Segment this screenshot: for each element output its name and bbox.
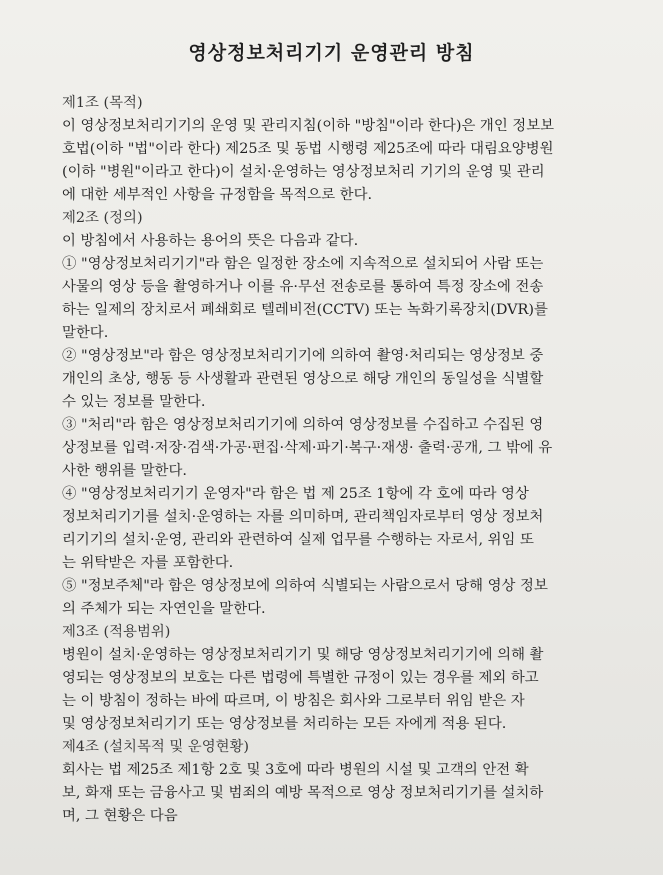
- text-line: 는 이 방침이 정하는 바에 따르며, 이 방침은 회사와 그로부터 위임 받은 자: [62, 693, 525, 709]
- text-line: 상정보를 입력·저장·검색·가공·편집·삭제·파기·복구·재생· 출력·공개, 그 밖에 유: [62, 440, 553, 456]
- text-line: ⑤ "정보주체"라 함은 영상정보에 의하여 식별되는 사람으로서 당해 영상 정보: [62, 578, 548, 594]
- text-line: 며, 그 현황은 다음: [62, 808, 178, 824]
- text-line: 및 영상정보처리기기 또는 영상정보를 처리하는 모든 자에게 적용 된다.: [62, 716, 507, 732]
- text-line: 의 주체가 되는 자연인을 말한다.: [62, 601, 266, 617]
- text-line: 이 방침에서 사용하는 용어의 뜻은 다음과 같다.: [62, 233, 359, 249]
- text-line: ④ "영상정보처리기기 운영자"라 함은 법 제 25조 1항에 각 호에 따라 영상: [62, 486, 529, 502]
- text-line: 말한다.: [62, 325, 109, 341]
- text-line: ③ "처리"라 함은 영상정보처리기기에 의하여 영상정보를 수집하고 수집된 영: [62, 417, 544, 433]
- text-line: 리기기의 설치·운영, 관리와 관련하여 실제 업무를 수행하는 자로서, 위임 또: [62, 532, 534, 548]
- page-title: 영상정보처리기기 운영관리 방침: [188, 42, 475, 64]
- text-line: 에 대한 세부적인 사항을 규정함을 목적으로 한다.: [62, 187, 373, 203]
- text-line: 사한 행위를 말한다.: [62, 463, 187, 479]
- text-line: 이 영상정보처리기기의 운영 및 관리지침(이하 "방침"이라 한다)은 개인 정보보: [62, 118, 555, 134]
- text-line: 보, 화재 또는 금융사고 및 범죄의 예방 목적으로 영상 정보처리기기를 설치하: [62, 785, 544, 801]
- text-line: 사물의 영상 등을 촬영하거나 이를 유·무선 전송로를 통하여 특정 장소에 전송: [62, 279, 544, 295]
- text-line: 하는 일제의 장치로서 폐쇄회로 텔레비전(CCTV) 또는 녹화기록장치(DVR)를: [62, 302, 548, 318]
- text-line: ① "영상정보처리기기"라 함은 일정한 장소에 지속적으로 설치되어 사람 또는: [62, 256, 544, 272]
- text-line: 수 있는 정보를 말한다.: [62, 394, 206, 410]
- text-line: 병원이 설치·운영하는 영상정보처리기기 및 해당 영상정보처리기기에 의해 촬: [62, 647, 544, 663]
- article-3-heading: 제3조 (적용범위): [62, 624, 171, 640]
- document-body: [62, 92, 612, 828]
- text-line: 회사는 법 제25조 제1항 2호 및 3호에 따라 병원의 시설 및 고객의 안전 확: [62, 762, 529, 778]
- article-4-heading: 제4조 (설치목적 및 운영현황): [62, 739, 250, 755]
- text-line: 정보처리기기를 설치·운영하는 자를 의미하며, 관리책임자로부터 영상 정보처: [62, 509, 544, 525]
- text-line: 영되는 영상정보의 보호는 다른 법령에 특별한 규정이 있는 경우를 제외 하고: [62, 670, 539, 686]
- text-line: 호법(이하 "법"이라 한다) 제25조 및 동법 시행령 제25조에 따라 대림요양병원: [62, 141, 554, 157]
- article-1-heading: 제1조 (목적): [62, 95, 143, 111]
- text-line: 개인의 초상, 행동 등 사생활과 관련된 영상으로 해당 개인의 동일성을 식별할: [62, 371, 544, 387]
- article-2-heading: 제2조 (정의): [62, 210, 143, 226]
- text-line: ② "영상정보"라 함은 영상정보처리기기에 의하여 촬영·처리되는 영상정보 중: [62, 348, 544, 364]
- text-line: (이하 "병원"이라고 한다)이 설치·운영하는 영상정보처리 기기의 운영 및 관리: [62, 164, 545, 180]
- text-line: 는 위탁받은 자를 포함한다.: [62, 555, 234, 571]
